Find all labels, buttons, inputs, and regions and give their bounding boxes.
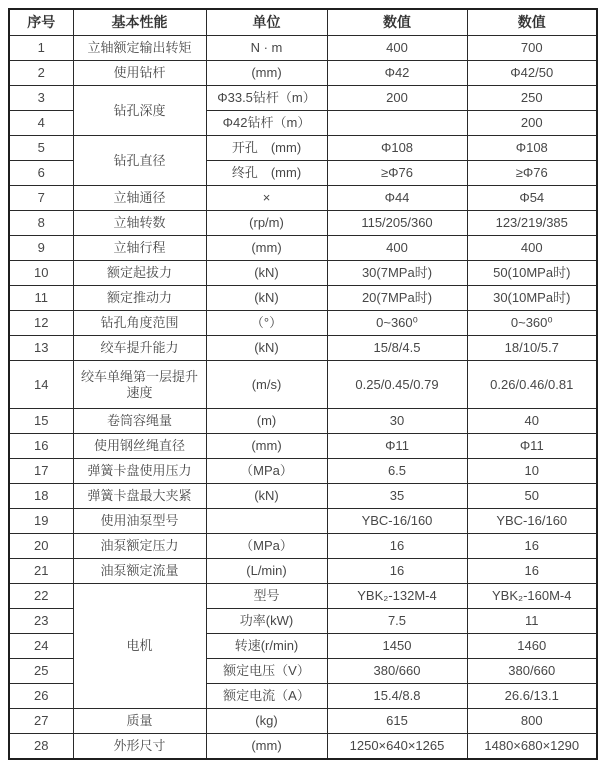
value-1-cell: 30 [327, 409, 467, 434]
performance-label-cell: 油泵额定压力 [73, 534, 206, 559]
value-1-cell: 0.25/0.45/0.79 [327, 361, 467, 409]
row-number-cell: 11 [9, 286, 73, 311]
header-cell-performance: 基本性能 [73, 9, 206, 36]
row-number-cell: 1 [9, 36, 73, 61]
table-row [9, 311, 597, 336]
performance-label-cell: 立轴行程 [73, 236, 206, 261]
value-2-cell: 200 [467, 111, 597, 136]
performance-label-cell: 油泵额定流量 [73, 559, 206, 584]
value-1-cell: 400 [327, 236, 467, 261]
value-1-cell: ≥Φ76 [327, 161, 467, 186]
row-number-cell: 23 [9, 609, 73, 634]
value-2-cell: Φ11 [467, 434, 597, 459]
performance-label-cell: 使用油泵型号 [73, 509, 206, 534]
value-2-cell: ≥Φ76 [467, 161, 597, 186]
table-row [9, 211, 597, 236]
unit-cell: 功率(kW) [206, 609, 327, 634]
performance-label-cell: 质量 [73, 709, 206, 734]
row-number-cell: 27 [9, 709, 73, 734]
row-number-cell: 10 [9, 261, 73, 286]
value-2-cell: 50(10MPa时) [467, 261, 597, 286]
spec-table [8, 8, 598, 760]
table-row [9, 584, 597, 609]
value-2-cell: 30(10MPa时) [467, 286, 597, 311]
unit-cell: Φ42钻杆（m） [206, 111, 327, 136]
value-1-cell: Φ42 [327, 61, 467, 86]
row-number-cell: 28 [9, 734, 73, 760]
unit-cell: 开孔 (mm) [206, 136, 327, 161]
row-number-cell: 22 [9, 584, 73, 609]
table-row [9, 36, 597, 61]
unit-cell: （MPa） [206, 459, 327, 484]
value-2-cell: Φ108 [467, 136, 597, 161]
table-row [9, 261, 597, 286]
performance-label-cell: 钻孔直径 [73, 136, 206, 186]
performance-label-cell: 绞车单绳第一层提升速度 [73, 361, 206, 409]
table-row [9, 559, 597, 584]
value-1-cell: 200 [327, 86, 467, 111]
row-number-cell: 19 [9, 509, 73, 534]
performance-label-cell: 使用钻杆 [73, 61, 206, 86]
row-number-cell: 26 [9, 684, 73, 709]
value-1-cell: 15/8/4.5 [327, 336, 467, 361]
unit-cell: 转速(r/min) [206, 634, 327, 659]
performance-label-cell: 卷筒容绳量 [73, 409, 206, 434]
unit-cell: 额定电流（A） [206, 684, 327, 709]
value-1-cell: YBC-16/160 [327, 509, 467, 534]
value-2-cell: 800 [467, 709, 597, 734]
row-number-cell: 16 [9, 434, 73, 459]
value-2-cell: 400 [467, 236, 597, 261]
row-number-cell: 24 [9, 634, 73, 659]
value-2-cell: 18/10/5.7 [467, 336, 597, 361]
row-number-cell: 14 [9, 361, 73, 409]
unit-cell: Φ33.5钻杆（m） [206, 86, 327, 111]
unit-cell: 型号 [206, 584, 327, 609]
unit-cell: （MPa） [206, 534, 327, 559]
value-1-cell: 400 [327, 36, 467, 61]
value-1-cell: 7.5 [327, 609, 467, 634]
value-1-cell: 115/205/360 [327, 211, 467, 236]
unit-cell: (kN) [206, 336, 327, 361]
table-row [9, 484, 597, 509]
unit-cell: (kg) [206, 709, 327, 734]
table-row [9, 509, 597, 534]
value-1-cell: 35 [327, 484, 467, 509]
unit-cell: 终孔 (mm) [206, 161, 327, 186]
value-2-cell: 123/219/385 [467, 211, 597, 236]
unit-cell: (mm) [206, 61, 327, 86]
table-row [9, 434, 597, 459]
value-2-cell: YBK₂-160M-4 [467, 584, 597, 609]
unit-cell: 额定电压（V） [206, 659, 327, 684]
value-2-cell: 10 [467, 459, 597, 484]
header-row [9, 9, 597, 36]
table-row [9, 136, 597, 161]
table-row [9, 409, 597, 434]
unit-cell: (mm) [206, 434, 327, 459]
table-row [9, 534, 597, 559]
performance-label-cell: 外形尺寸 [73, 734, 206, 760]
unit-cell: (m/s) [206, 361, 327, 409]
row-number-cell: 7 [9, 186, 73, 211]
value-1-cell: 16 [327, 534, 467, 559]
row-number-cell: 13 [9, 336, 73, 361]
performance-label-cell: 额定起拔力 [73, 261, 206, 286]
value-1-cell: Φ11 [327, 434, 467, 459]
performance-label-cell: 弹簧卡盘最大夹紧 [73, 484, 206, 509]
table-row [9, 709, 597, 734]
performance-label-cell: 使用钢丝绳直径 [73, 434, 206, 459]
row-number-cell: 3 [9, 86, 73, 111]
header-cell-value-2: 数值 [467, 9, 597, 36]
value-1-cell: 15.4/8.8 [327, 684, 467, 709]
table-row [9, 86, 597, 111]
row-number-cell: 4 [9, 111, 73, 136]
table-row [9, 361, 597, 409]
performance-label-cell: 额定推动力 [73, 286, 206, 311]
table-row [9, 336, 597, 361]
table-row [9, 286, 597, 311]
value-2-cell: YBC-16/160 [467, 509, 597, 534]
performance-label-cell: 钻孔角度范围 [73, 311, 206, 336]
performance-label-cell: 绞车提升能力 [73, 336, 206, 361]
table-row [9, 186, 597, 211]
value-1-cell: 30(7MPa时) [327, 261, 467, 286]
performance-label-cell: 钻孔深度 [73, 86, 206, 136]
value-2-cell: 0.26/0.46/0.81 [467, 361, 597, 409]
row-number-cell: 8 [9, 211, 73, 236]
value-2-cell: 40 [467, 409, 597, 434]
performance-label-cell: 立轴转数 [73, 211, 206, 236]
value-2-cell: Φ42/50 [467, 61, 597, 86]
unit-cell: (L/min) [206, 559, 327, 584]
unit-cell [206, 509, 327, 534]
header-cell-unit: 单位 [206, 9, 327, 36]
value-1-cell [327, 111, 467, 136]
value-1-cell: 6.5 [327, 459, 467, 484]
spec-table-body [9, 36, 597, 760]
unit-cell: (mm) [206, 236, 327, 261]
value-1-cell: 0~360⁰ [327, 311, 467, 336]
table-row [9, 459, 597, 484]
value-1-cell: YBK₂-132M-4 [327, 584, 467, 609]
value-2-cell: 11 [467, 609, 597, 634]
value-1-cell: 380/660 [327, 659, 467, 684]
row-number-cell: 25 [9, 659, 73, 684]
row-number-cell: 12 [9, 311, 73, 336]
row-number-cell: 20 [9, 534, 73, 559]
value-2-cell: 16 [467, 534, 597, 559]
value-1-cell: Φ44 [327, 186, 467, 211]
value-1-cell: 1450 [327, 634, 467, 659]
performance-label-cell: 弹簧卡盘使用压力 [73, 459, 206, 484]
unit-cell: N · m [206, 36, 327, 61]
row-number-cell: 5 [9, 136, 73, 161]
value-1-cell: 1250×640×1265 [327, 734, 467, 760]
value-1-cell: 16 [327, 559, 467, 584]
table-row [9, 236, 597, 261]
value-2-cell: 380/660 [467, 659, 597, 684]
value-2-cell: 26.6/13.1 [467, 684, 597, 709]
row-number-cell: 21 [9, 559, 73, 584]
spec-table-header [9, 9, 597, 36]
value-2-cell: 1480×680×1290 [467, 734, 597, 760]
row-number-cell: 17 [9, 459, 73, 484]
unit-cell: (kN) [206, 261, 327, 286]
performance-label-cell: 立轴通径 [73, 186, 206, 211]
unit-cell: (mm) [206, 734, 327, 760]
value-2-cell: 50 [467, 484, 597, 509]
performance-label-cell: 电机 [73, 584, 206, 709]
row-number-cell: 18 [9, 484, 73, 509]
value-1-cell: 20(7MPa时) [327, 286, 467, 311]
table-row [9, 61, 597, 86]
value-2-cell: Φ54 [467, 186, 597, 211]
row-number-cell: 2 [9, 61, 73, 86]
performance-label-cell: 立轴额定输出转矩 [73, 36, 206, 61]
value-2-cell: 250 [467, 86, 597, 111]
value-1-cell: 615 [327, 709, 467, 734]
row-number-cell: 9 [9, 236, 73, 261]
unit-cell: × [206, 186, 327, 211]
row-number-cell: 6 [9, 161, 73, 186]
unit-cell: (kN) [206, 484, 327, 509]
row-number-cell: 15 [9, 409, 73, 434]
header-cell-value-1: 数值 [327, 9, 467, 36]
value-2-cell: 0~360⁰ [467, 311, 597, 336]
value-2-cell: 700 [467, 36, 597, 61]
value-2-cell: 16 [467, 559, 597, 584]
table-row [9, 734, 597, 760]
unit-cell: (m) [206, 409, 327, 434]
header-cell-serial: 序号 [9, 9, 73, 36]
unit-cell: （°） [206, 311, 327, 336]
unit-cell: (kN) [206, 286, 327, 311]
value-1-cell: Φ108 [327, 136, 467, 161]
value-2-cell: 1460 [467, 634, 597, 659]
unit-cell: (rp/m) [206, 211, 327, 236]
